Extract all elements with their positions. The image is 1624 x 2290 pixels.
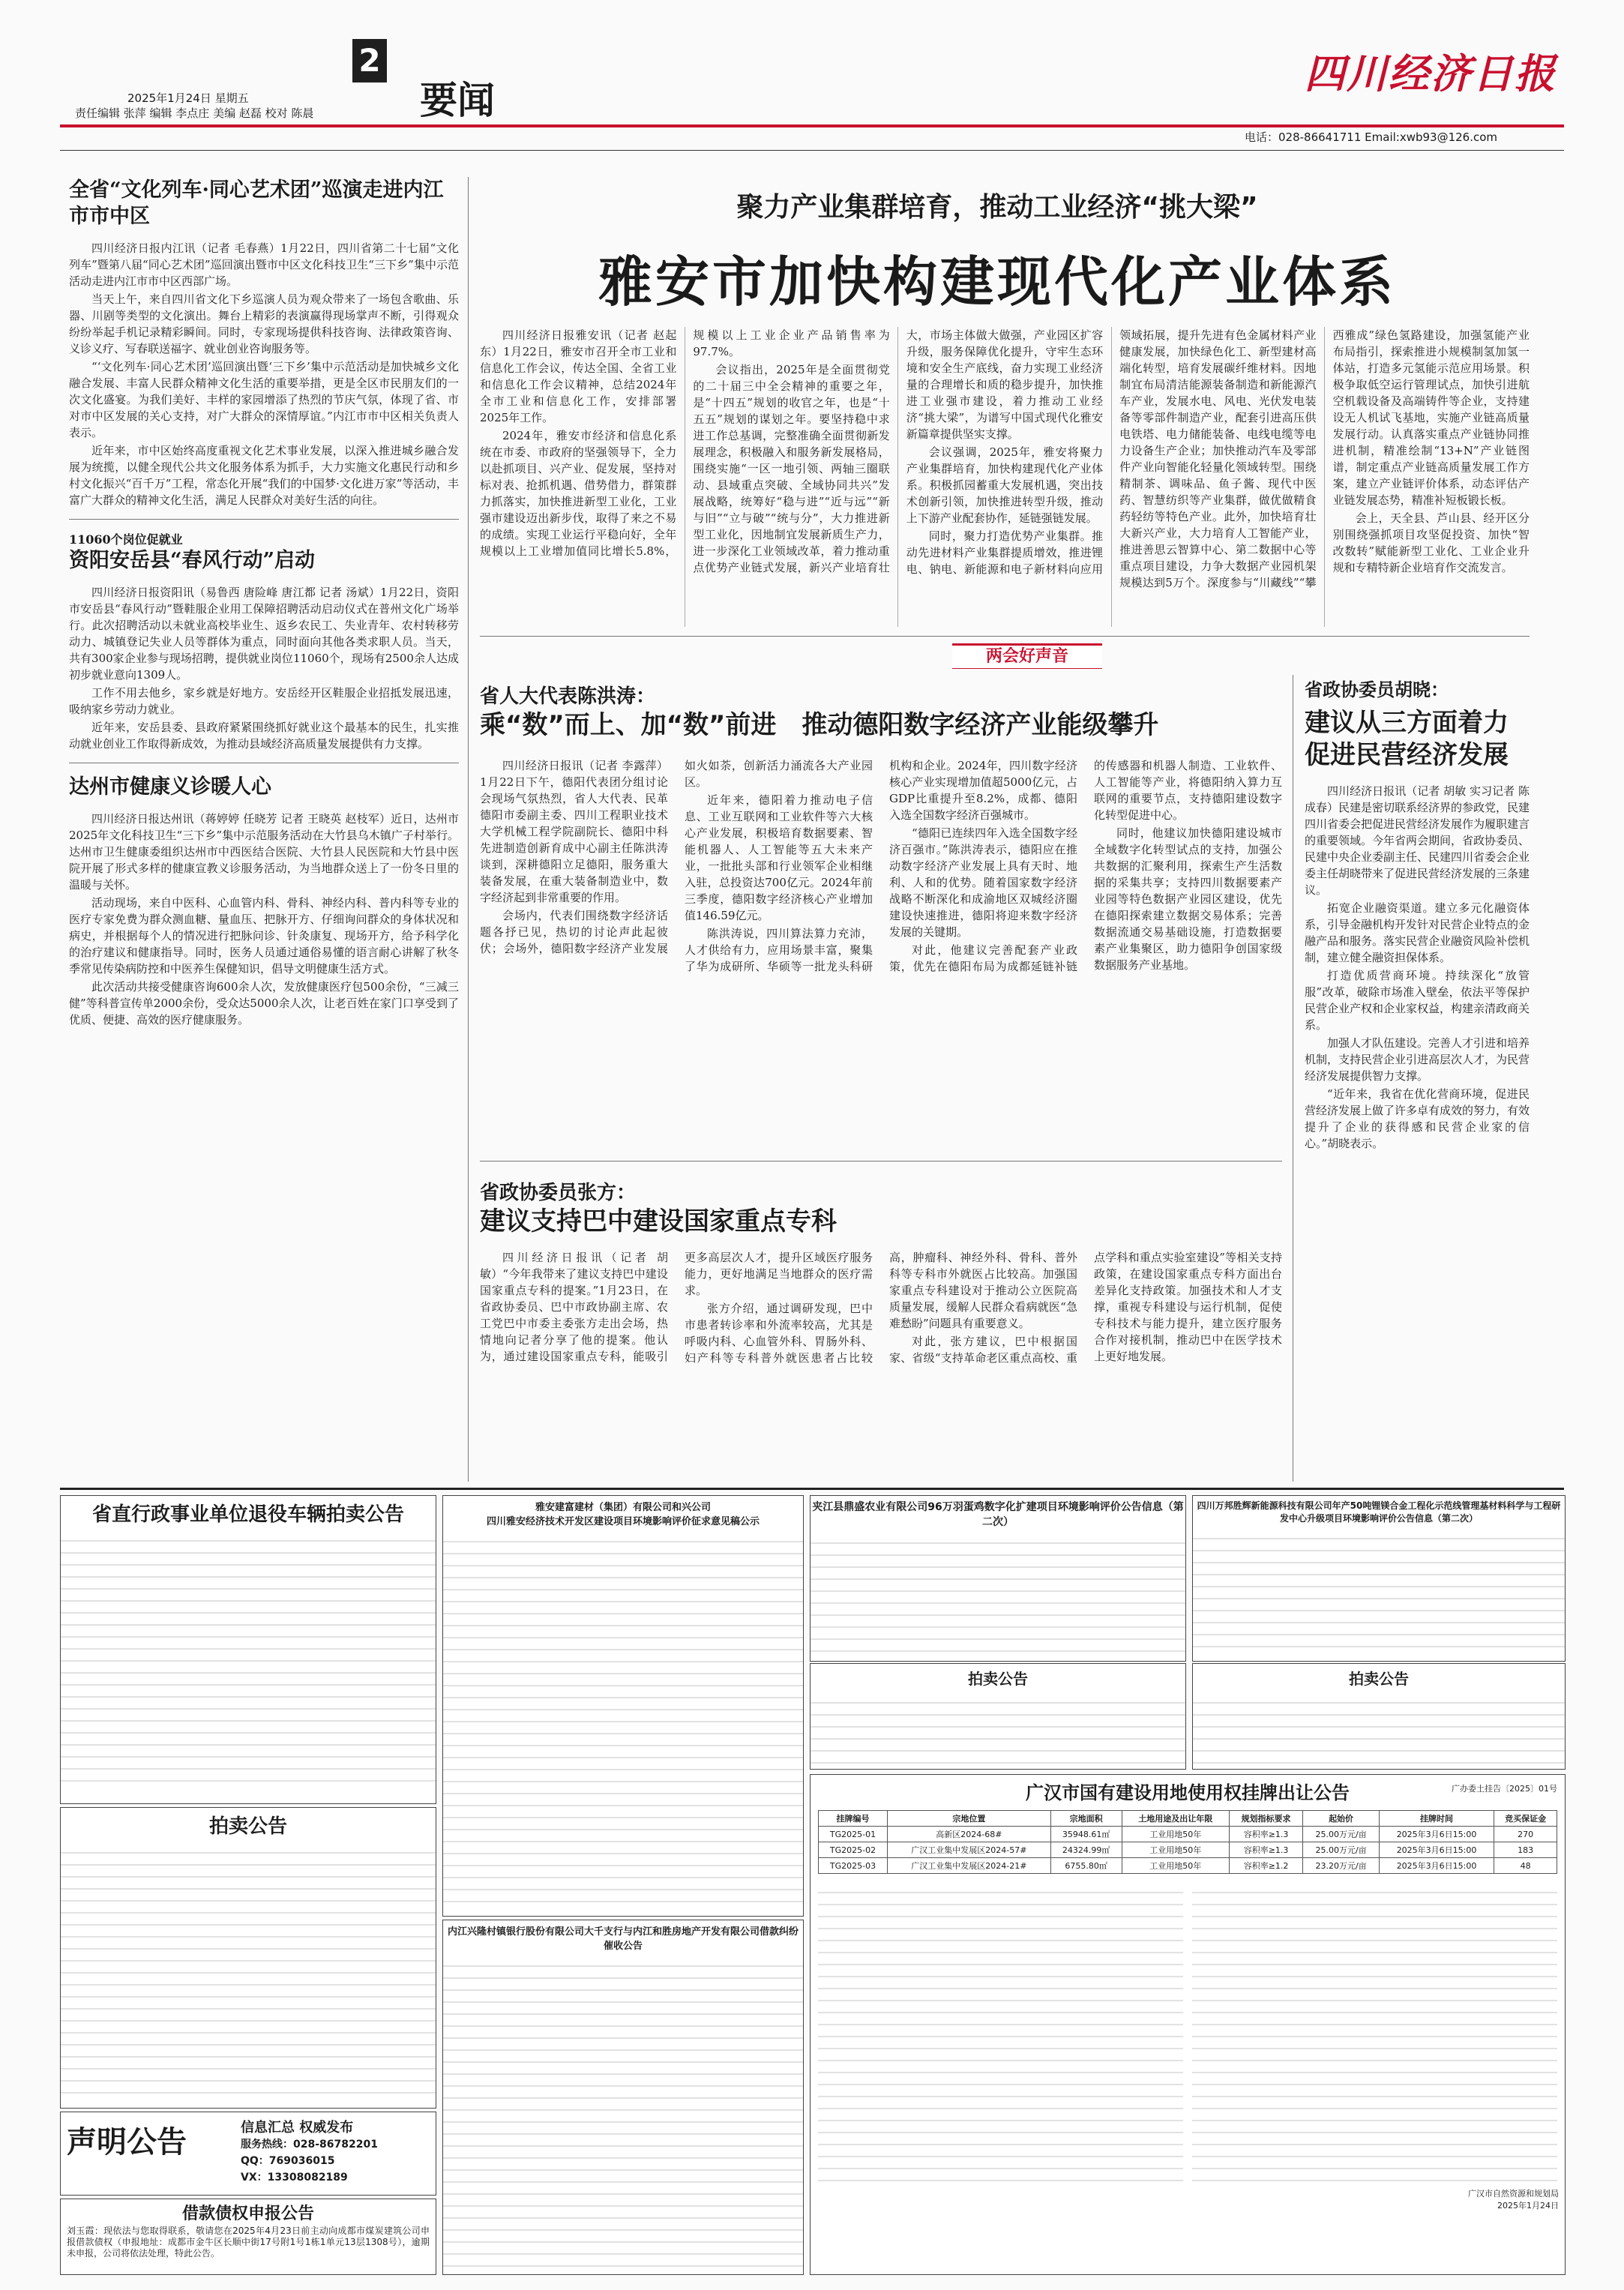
ad-title: 拍卖公告 — [968, 1670, 1028, 1688]
ad-title: 省直行政事业单位退役车辆拍卖公告 — [91, 1503, 404, 1526]
ad-title: 拍卖公告 — [1349, 1670, 1409, 1688]
column-header: 挂牌时间 — [1379, 1811, 1494, 1827]
ad-text-lines — [811, 1692, 1185, 1764]
column-header: 竞买保证金 — [1494, 1811, 1557, 1827]
section-banner: 两会好声音 — [952, 643, 1102, 669]
lead-title: 雅安市加快构建现代化产业体系 — [598, 250, 1396, 313]
eia-notice — [442, 1495, 804, 1917]
table-row — [819, 1842, 1557, 1858]
page-number: 2 — [352, 39, 387, 82]
paragraph: 近年来，市中区始终高度重视文化艺术事业发展，以深入推进城乡融合发展为统揽，以健全现代公共文化服务体系为抓手，大力实施文化惠民行动和乡村文化振兴“百千万”工程，常态化开展“我们的中国梦·文化进万家”等活动，丰富广大群众的精神文化生活，满足人民群众对美好生活的向往。 — [69, 444, 459, 508]
ad-title: 内江兴隆村镇银行股份有限公司大千支行与内江和胜房地产开发有限公司借款纠纷催收公告 — [447, 1926, 799, 1952]
article-body — [1305, 783, 1530, 1152]
table-cell: 容积率≥1.3 — [1229, 1842, 1303, 1858]
table-cell: TG2025-03 — [819, 1858, 888, 1874]
column-header: 宗地面积 — [1050, 1811, 1122, 1827]
article-kicker: 11060个岗位促就业 — [69, 532, 183, 547]
column-header: 宗地位置 — [888, 1811, 1051, 1827]
lead-body — [480, 327, 1530, 627]
paragraph: 四川经济日报讯（记者 胡敏）“今年我带来了建议支持巴中建设国家重点专科的提案。”1月23日，在省政协委员、巴中市政协副主席、农工党巴中市委主委张方走出会场，热情地向记者分享了他的提案。他认为，通过建设国家重点专科，能吸引更多高层次人才，提升区域医疗服务能力，更好地满足当地群众的医疗需求。 — [480, 1251, 873, 1363]
article-title: 资阳安岳县“春风行动”启动 — [69, 549, 316, 573]
eia-notice — [810, 1495, 1186, 1662]
paragraph: 近年来，德阳着力推动电子信息、工业互联网和工业软件等六大核心产业发展，积极培育数据要素、智能机器人、人工智能等五大未来产业，一批批头部和行业领军企业相继入驻，总投资达700亿元。2024年前三季度，德阳数字经济核心产业增加值146.59亿元。 — [685, 793, 873, 922]
claim-notice — [60, 2199, 436, 2275]
notice-signature: 广汉市自然资源和规划局 2025年1月24日 — [1468, 2189, 1559, 2211]
divider — [69, 519, 459, 520]
ad-wechat: VX：13308082189 — [241, 2172, 348, 2184]
table-cell: 24324.99㎡ — [1050, 1842, 1122, 1858]
table-cell: 25.00万元/亩 — [1303, 1827, 1379, 1842]
notice-number: 广办委土挂告〔2025〕01号 — [1452, 1784, 1557, 1794]
article-title: 达州市健康义诊暖人心 — [69, 775, 271, 799]
table-cell: 2025年3月6日15:00 — [1379, 1827, 1494, 1842]
table-cell: 23.20万元/亩 — [1303, 1858, 1379, 1874]
paragraph: 工作不用去他乡，家乡就是好地方。安岳经开区鞋服企业招抵发展迅速，吸纳家乡劳动力就业。 — [69, 686, 459, 717]
table-cell: 高新区2024-68# — [888, 1827, 1051, 1842]
article-kicker: 省政协委员胡晓： — [1305, 679, 1449, 700]
paragraph: 会议强调，2025年，雅安将聚力产业集群培育，加快构建现代化产业体系。积极抓园蓄重大发展机遇，突出技术创新引领，加快推进转型升级，推动上下游产业配套协作，延链强链发展。 — [906, 445, 1104, 525]
table-cell: 2025年3月6日15:00 — [1379, 1842, 1494, 1858]
right-column — [1305, 675, 1530, 1482]
ad-text-lines — [811, 1532, 1185, 1659]
table-cell: 48 — [1494, 1858, 1557, 1874]
table-cell: 广汉工业集中发展区2024-21# — [888, 1858, 1051, 1874]
table-cell: 工业用地50年 — [1122, 1858, 1229, 1874]
ad-text-lines — [1193, 1692, 1565, 1764]
column-header: 规划指标要求 — [1229, 1811, 1303, 1827]
masthead-thin-rule — [60, 150, 1564, 151]
ad-text-lines — [1193, 1527, 1565, 1655]
ad-qq: QQ：769036015 — [241, 2155, 335, 2167]
masthead-rule — [60, 124, 1564, 127]
ad-title: 四川万邦胜辉新能源科技有限公司年产50吨锂镁合金工程化示范线管理基材料科学与工程研发中心升级项目环境影响评价公告信息（第二次） — [1197, 1500, 1561, 1524]
article-body — [69, 240, 459, 508]
paragraph: 此次活动共接受健康咨询600余人次，发放健康医疗包500余份，“三减三健”等科普宣传单2000余份，受众达5000余人次，让老百姓在家门口享受到了优质、便捷、高效的医疗健康服务。 — [69, 980, 459, 1027]
table-cell: 2025年3月6日15:00 — [1379, 1858, 1494, 1874]
ad-text-lines — [61, 1530, 436, 1792]
paragraph: 张方介绍，通过调研发现，巴中市患者转诊率和外流率较高，尤其是呼吸内科、心血管外科、胃肠外科、妇产科等专科普外就医患者占比较高，肿瘤科、神经外科、骨科、普外科等专科市外就医占比较高。加强国家重点专科建设对于推动公立医院高质量发展，缓解人民群众看病就医“急难愁盼”问题具有重要意义。 — [685, 1251, 1077, 1365]
land-table — [818, 1810, 1557, 1874]
paragraph: 陈洪涛说，四川算法算力充沛，人才供给有力，应用场景丰富，聚集了华为成研所、华硕等一批龙头科研机构和企业。2024年，四川数字经济核心产业实现增加值超5000亿元，占GDP比重提升至8.2%，成都、德阳入选全国数字经济百强城市。 — [685, 759, 1077, 973]
paragraph: 四川经济日报资阳讯（易鲁西 唐险峰 唐江都 记者 汤斌）1月22日，资阳市安岳县“春风行动”暨鞋服企业用工保障招聘活动启动仪式在普州文化广场举行。此次招聘活动以未就业高校毕业生、返乡农民工、失业青年、农村转移劳动力、城镇登记失业人员等群体为重点，同时面向其他各类求职人员。当天，共有300家企业参与现场招聘，提供就业岗位11060个，现场有2500余人达成初步就业意向1309人。 — [69, 586, 459, 682]
table-cell: 6755.80㎡ — [1050, 1858, 1122, 1874]
table-cell: 工业用地50年 — [1122, 1842, 1229, 1858]
bank-notice — [442, 1920, 804, 2275]
table-row — [819, 1827, 1557, 1842]
ad-subtitle: 信息汇总 权威发布 — [241, 2120, 354, 2136]
paragraph: 活动现场，来自中医科、心血管内科、骨科、神经内科、普内科等专业的医疗专家免费为群众测血糖、量血压、把脉开方、仔细询问群众的身体状况和病史，并根据每个人的情况进行把脉问诊、针灸康复、现场开方，给予科学化的治疗建议和健康指导。同时，医务人员通过通俗易懂的语言耐心讲解了秋冬季常见传染病防控和中医养生保健知识，倡导文明健康生活方式。 — [69, 896, 459, 976]
table-header-row — [819, 1811, 1557, 1827]
article-body — [480, 757, 1282, 1155]
ad-body: 刘玉霞：现依法与您取得联系，敬请您在2025年4月23日前主动向成都市煤炭建筑公司申报借款债权（申报地址：成都市金牛区长顺中街17号附1号1栋1单元13层1308号），逾期未申报，公司将依法处理，特此公告。 — [67, 2226, 430, 2259]
paragraph: 当天上午，来自四川省文化下乡巡演人员为观众带来了一场包含歌曲、乐器、川剧等类型的文化演出。舞台上精彩的表演赢得现场掌声不断，引得观众纷纷举起手机记录精彩瞬间。同时，专家现场提供科技咨询、法律政策咨询、义诊义疗、写春联送福字、就业创业咨询服务等。 — [69, 292, 459, 356]
ad-phone: 服务热线：028-86782201 — [241, 2139, 378, 2151]
left-column — [69, 177, 459, 1482]
ad-title: 雅安建富建材（集团）有限公司和兴公司 四川雅安经济技术开发区建设项目环境影响评价征求意见稿公示 — [486, 1502, 760, 1527]
paragraph: 对此，他建议完善配套产业政策，优先在德阳布局为成都延链补链的传感器和机器人制造、工业软件、人工智能等产业，将德阳纳入算力互联网的重要节点，支持德阳建设数字化转型促进中心。 — [889, 759, 1282, 973]
paragraph: 四川经济日报雅安讯（记者 赵起东）1月22日，雅安市召开全市工业和信息化工作会议，传达全国、全省工业和信息化工作会议精神，总结2024年全市工业和信息化工作，安排部署2025年工作。 — [480, 328, 677, 424]
paragraph: “近年来，我省在优化营商环境，促进民营经济发展上做了许多卓有成效的努力，有效提升了企业的获得感和民营企业家的信心。”胡晓表示。 — [1305, 1087, 1530, 1150]
ad-text-lines — [443, 1955, 803, 2270]
column-header: 挂牌编号 — [819, 1811, 888, 1827]
contact-line: 电话：028-86641711 Email:xwb93@126.com — [1245, 130, 1498, 144]
paragraph: 会上，天全县、芦山县、经开区分别围绕强抓项目攻坚促投资、加快“智改数转”赋能新型工业化、工业企业升规和专精特新企业培育作交流发言。 — [1332, 511, 1530, 574]
paragraph: 对此，张方建议，巴中根据国家、省级“支持革命老区重点高校、重点学科和重点实验室建设”等相关支持政策，在建设国家重点专科方面出台差异化支持政策。加强技术和人才支撑，重视专科建设与运行机制，促使专科技术与能力提升，建立医疗服务合作对接机制，推动巴中在医学技术上更好地发展。 — [889, 1251, 1282, 1365]
notice-ad — [60, 2112, 436, 2196]
ads-rule — [60, 1488, 1564, 1490]
newspaper-logo: 四川经济日报 — [1305, 49, 1557, 97]
paragraph: 同时，他建议加快德阳建设城市全域数字化转型试点的支持，加强公共数据的汇聚利用，探索生产生活数据的采集共享；支持四川数据要素产业园等特色数据产业园区建设，优先在德阳探索建立数据交易体系；完善数据流通交易基础设施，打造数据要素产业集聚区，助力德阳争创国家级数据服务产业基地。 — [1094, 826, 1282, 972]
table-cell: 35948.61㎡ — [1050, 1827, 1122, 1842]
notice-text-lines — [1192, 1881, 1557, 2181]
ad-title: 声明公告 — [67, 2125, 187, 2160]
lead-subtitle: 聚力产业集群培育，推动工业经济“挑大梁” — [736, 192, 1258, 223]
paragraph: 会场内，代表们围绕数字经济话题各抒已见，热切的讨论声此起彼伏；会场外，德阳数字经济产业发展如火如荼，创新活力涌流各大产业园区。 — [480, 759, 873, 955]
paragraph: 打造优质营商环境。持续深化“放管服”改革，破除市场准入壁垒，依法平等保护民营企业产权和企业家权益，构建亲清政商关系。 — [1305, 969, 1530, 1032]
divider — [480, 636, 1530, 637]
article-title: 建议从三方面着力促进民营经济发展 — [1305, 708, 1509, 770]
column-header: 起始价 — [1303, 1811, 1379, 1827]
paragraph: 四川经济日报内江讯（记者 毛春燕）1月22日，四川省第二十七届“文化列车”暨第八届“同心艺术团”巡回演出暨市中区文化科技卫生“三下乡”集中示范活动走进内江市市中区西部广场。 — [69, 241, 459, 289]
auction-ad — [1192, 1663, 1566, 1770]
table-cell: 工业用地50年 — [1122, 1827, 1229, 1842]
eia-notice — [1192, 1495, 1566, 1662]
paragraph: “德阳已连续四年入选全国数字经济百强市。”陈洪涛表示，德阳应在推动数字经济产业发展上具有天时、地利、人和的优势。随着国家数字经济战略不断深化和成渝地区双城经济圈建设快速推进，德阳将迎来数字经济发展的关键期。 — [889, 826, 1077, 939]
ad-title: 夹江县鼎盛农业有限公司96万羽蛋鸡数字化扩建项目环境影响评价公告信息（第二次） — [812, 1501, 1184, 1528]
paragraph: 拓宽企业融资渠道。建立多元化融资体系，引导金融机构开发针对民营企业特点的金融产品和服务。落实民营企业融资风险补偿机制，建立健全融资担保体系。 — [1305, 901, 1530, 964]
paragraph: 近年来，安岳县委、县政府紧紧围绕抓好就业这个最基本的民生，扎实推动就业创业工作取得新成效，为推动县域经济高质量发展提供有力支撑。 — [69, 721, 459, 751]
paragraph: 四川经济日报达州讯（蒋婷婷 任晓芳 记者 王晓英 赵枝军）近日，达州市2025年文化科技卫生“三下乡”集中示范服务活动在大竹县乌木镇广子村举行。达州市卫生健康委组织达州市中西医结合医院、大竹县人民医院和大竹县中医院开展了形式多样的健康宣教义诊服务活动，为当地群众送上了一份冬日里的温暖与关怀。 — [69, 812, 459, 892]
column-header: 土地用途及出让年限 — [1122, 1811, 1229, 1827]
table-row — [819, 1858, 1557, 1874]
article-kicker: 省人大代表陈洪涛： — [480, 685, 656, 708]
ad-title: 广汉市国有建设用地使用权挂牌出让公告 — [1026, 1782, 1350, 1803]
article-title: 乘“数”而上、加“数”前进 推动德阳数字经济产业能级攀升 — [480, 710, 1159, 740]
land-transfer-notice — [810, 1774, 1566, 2275]
auction-ad — [60, 1495, 436, 1804]
article-title: 建议支持巴中建设国家重点专科 — [480, 1206, 837, 1236]
paragraph: 加强人才队伍建设。完善人才引进和培养机制，支持民营企业引进高层次人才，为民营经济发展提供智力支撑。 — [1305, 1036, 1530, 1083]
auction-ad — [810, 1663, 1186, 1770]
article-body — [69, 584, 459, 752]
paragraph: 2024年，雅安市经济和信息化系统在市委、市政府的坚强领导下，全力以赴抓项目、兴产业、促发展，坚持对标对表、抢抓机遇、借势借力，群策群力抓落实，加快推进新型工业化，工业强市建设迈出新步伐，取得了来之不易的成绩。实现工业运行平稳向好，全年规模以上工业增加值同比增长5.8%，规模以上工业企业产品销售率为97.7%。 — [480, 328, 890, 558]
article-body — [69, 811, 459, 1028]
auction-ad — [60, 1807, 436, 2109]
paragraph: 同时，聚力打造优势产业集群。推动先进材料产业集群提质增效，推进锂电、钠电、新能源和电子新材料向应用领域拓展，提升先进有色金属材料产业健康发展，加快绿色化工、新型建材高端化转型，培育发展碳纤维材料。因地制宜布局清洁能源装备制造和新能源汽车产业，发展水电、风电、光伏发电装备等零部件制造产业，配套引进高压供电铁塔、电力储能装备、电线电缆等电力设备生产企业；加快推动汽车及零部件产业向智能化轻量化领域转型。围绕精制茶、调味品、鱼子酱、现代中医药、智慧纺织等产业集群，做优做精食药轻纺等特色产业。此外，加快培育壮大新兴产业，大力培育人工智能产业，推进善思云智算中心、第二数据中心等重点项目建设，力争大数据产业园机架规模达到5万个。深度参与“川藏线”“攀西雅成”绿色氢路建设，加强氢能产业布局指引，探索推进小规模制氢加氢一体站，打造多元氢能示范应用场景。积极争取低空运行管理试点，加快引进航空机载设备及高端铸件等企业，支持建设无人机试飞基地，实施产业链高质量发展行动。认真落实重点产业链协同推进机制，精准绘制“13+N”产业链图谱，制定重点产业链高质量发展工作方案，建立产业链评价体系，动态评估产业链发展态势，精准补短板锻长板。 — [906, 328, 1530, 589]
table-cell: TG2025-02 — [819, 1842, 888, 1858]
paragraph: 四川经济日报讯（记者 胡敏 实习记者 陈成春）民建是密切联系经济界的参政党，民建四川省委会把促进民营经济发展作为履职建言的重要领域。今年省两会期间，省政协委员、民建中央企业委副主任、民建四川省委会企业委主任胡晓带来了促进民营经济发展的三条建议。 — [1305, 784, 1530, 897]
article-body — [480, 1249, 1282, 1474]
ad-text-lines — [61, 1842, 436, 2097]
section-name: 要闻 — [420, 79, 495, 122]
table-cell: 270 — [1494, 1827, 1557, 1842]
ad-text-lines — [443, 1530, 803, 1905]
paragraph: 会议指出，2025年是全面贯彻党的二十届三中全会精神的重要之年，是“十四五”规划的收官之年，也是“十五五”规划的谋划之年。要坚持稳中求进工作总基调，完整准确全面贯彻新发展理念，积极融入和服务新发展格局，围绕实施“一区一地引领、两轴三圈联动、县域重点突破、全域协同共兴”发展战略，统筹好“稳与进”“近与远”“新与旧”“立与破”“统与分”，大力推进新型工业化，因地制宜发展新质生产力，进一步深化工业领域改革，着力推动重点优势产业链式发展，新兴产业培育壮大，市场主体做大做强，产业园区扩容升级，服务保障优化提升，守牢生态环境和安全生产底线，奋力实现工业经济量的合理增长和质的稳步提升，加快推进工业强市建设，着力推动工业经济“挑大梁”，为谱写中国式现代化雅安新篇章提供坚实支撑。 — [693, 328, 1104, 574]
notice-text-lines — [818, 1881, 1183, 2181]
table-cell: 25.00万元/亩 — [1303, 1842, 1379, 1858]
column-rule — [468, 177, 469, 1482]
editors-line: 责任编辑 张萍 编辑 李点庄 美编 赵磊 校对 陈晨 — [75, 106, 314, 120]
table-cell: 183 — [1494, 1842, 1557, 1858]
article-title: 全省“文化列车·同心艺术团”巡演走进内江市市中区 — [69, 178, 444, 229]
article-kicker: 省政协委员张方： — [480, 1182, 637, 1204]
ad-title: 拍卖公告 — [208, 1815, 287, 1838]
paragraph: 四川经济日报讯（记者 李露萍）1月22日下午，德阳代表团分组讨论会现场气氛热烈，省人大代表、民革德阳市委副主委、四川工程职业技术大学机械工程学院副院长、德阳中科先进制造创新育成中心副主任陈洪涛谈到，深耕德阳立足德阳，服务重大装备发展，在重大装备制造业中，数字经济起到非常重要的作用。 — [480, 759, 668, 904]
date-line: 2025年1月24日 星期五 — [127, 91, 249, 105]
table-cell: TG2025-01 — [819, 1827, 888, 1842]
ad-title: 借款债权申报公告 — [181, 2205, 314, 2223]
table-cell: 广汉工业集中发展区2024-57# — [888, 1842, 1051, 1858]
table-cell: 容积率≥1.3 — [1229, 1827, 1303, 1842]
paragraph: “‘文化列车·同心艺术团’巡回演出暨‘三下乡’集中示范活动是加快城乡文化融合发展、丰富人民群众精神文化生活的重要举措，更是全区市民朋友们的一次文化盛宴。为我们美好、丰样的家园增添了热烈的节庆气氛，体现了省、市对市中区发展的关心支持，对广大群众的深情厚谊。”内江市市中区相关负责人表示。 — [69, 360, 459, 440]
table-cell: 容积率≥1.2 — [1229, 1858, 1303, 1874]
